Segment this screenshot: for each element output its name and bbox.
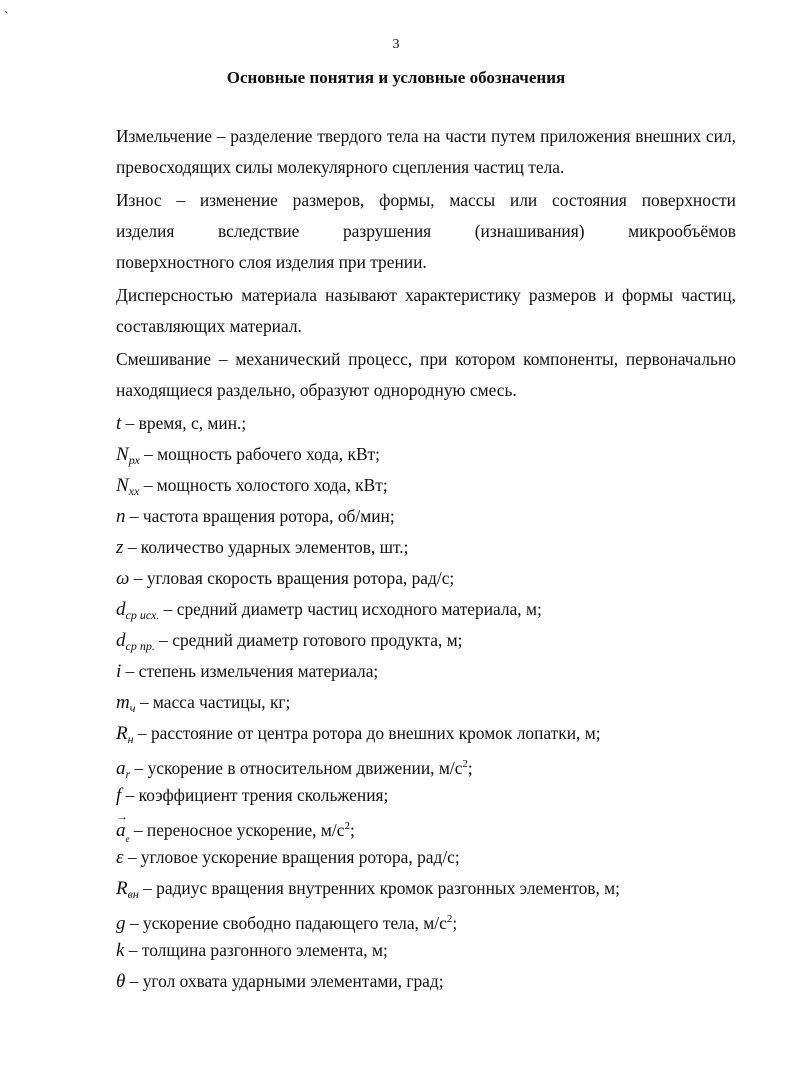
iznos-word: изделия (116, 221, 175, 241)
definition-subscript: xx (128, 484, 140, 498)
definition-item (116, 501, 736, 532)
definition-symbol: N (116, 475, 129, 496)
iznos-line-2 (116, 216, 736, 247)
definition-text: – расстояние от центра ротора до внешних кромок лопатки, м; (133, 723, 601, 743)
definition-text: – угол охвата ударными элементами, град; (125, 971, 444, 991)
definition-text: – средний диаметр готового продукта, м; (154, 630, 463, 650)
definition-item (116, 811, 736, 842)
definition-symbol: ω (116, 568, 130, 589)
definition-item (116, 687, 736, 718)
definition-item (116, 625, 736, 656)
definition-superscript: 2 (344, 820, 350, 832)
definition-symbol: m (116, 692, 130, 713)
page-number: 3 (392, 37, 400, 52)
definition-text: – средний диаметр частиц исходного материала, м; (159, 599, 542, 619)
paragraph-smeshivanie: Смешивание – механический процесс, при котором компоненты, первоначально находящиеся раздельно, образуют однородную смесь. (116, 349, 736, 400)
definition-text: – степень измельчения материала; (121, 661, 379, 681)
definition-item (116, 563, 736, 594)
definition-text: – переносное ускорение, м/с (129, 819, 345, 840)
definition-symbol: a (116, 757, 126, 779)
iznos-word: вследствие (218, 221, 300, 241)
definition-end: ; (349, 819, 355, 840)
paragraph-iznos (116, 185, 736, 278)
definition-symbol: R (116, 723, 128, 744)
definition-subscript: r (125, 766, 131, 781)
definition-subscript: н (127, 732, 134, 746)
definition-item (116, 408, 736, 439)
definition-item (116, 594, 736, 625)
document-body (116, 121, 736, 997)
definition-item (116, 842, 736, 873)
definition-item (116, 780, 736, 811)
definition-symbol: → a (116, 815, 126, 846)
iznos-word: микрообъёмов (628, 221, 736, 241)
definition-item (116, 532, 736, 563)
iznos-line-1-text: Износ – изменение размеров, формы, массы или состояния поверхности (116, 190, 736, 210)
definition-text: – количество ударных элементов, шт.; (123, 537, 409, 557)
definition-symbol: i (116, 661, 122, 682)
definition-symbol: θ (116, 971, 126, 992)
corner-mark: ` (4, 10, 9, 25)
definition-text: – угловая скорость вращения ротора, рад/с; (129, 568, 455, 588)
page-title: Основные понятия и условные обозначения (226, 68, 566, 87)
definition-text: – радиус вращения внутренних кромок разгонных элементов, м; (138, 878, 621, 898)
definition-symbol: d (116, 630, 126, 651)
definition-subscript: рх (128, 453, 140, 467)
definition-text: – толщина разгонного элемента, м; (124, 940, 388, 960)
definition-symbol: n (116, 506, 126, 527)
definition-item (116, 966, 736, 997)
definition-text: – мощность рабочего хода, кВт; (139, 444, 380, 464)
iznos-line-1 (116, 185, 736, 216)
definition-superscript: 2 (446, 913, 453, 925)
definition-symbol: g (116, 912, 126, 934)
definition-text: – масса частицы, кг; (135, 692, 291, 712)
definition-subscript: ч (129, 701, 136, 715)
definition-text: – угловое ускорение вращения ротора, рад/с; (123, 847, 460, 867)
definition-item (116, 718, 736, 749)
definition-item (116, 656, 736, 687)
definition-symbol: f (116, 785, 122, 806)
definition-item (116, 904, 736, 935)
definition-end: ; (467, 757, 473, 778)
definition-item (116, 935, 736, 966)
definition-text: – частота вращения ротора, об/мин; (125, 506, 395, 526)
definition-subscript: вн (127, 887, 139, 901)
definition-symbol: z (116, 537, 124, 558)
definition-symbol: k (116, 940, 125, 961)
definition-item (116, 873, 736, 904)
definition-item (116, 470, 736, 501)
definition-text: – мощность холостого хода, кВт; (139, 475, 388, 495)
definition-symbol: R (116, 878, 128, 899)
definition-text: – время, с, мин.; (121, 413, 247, 433)
definition-subscript: e (125, 833, 130, 844)
iznos-word: разрушения (342, 221, 432, 241)
iznos-word: (изнашивания) (474, 221, 585, 241)
definition-superscript: 2 (462, 758, 468, 770)
definition-item (116, 439, 736, 470)
definition-end: ; (452, 912, 458, 933)
definition-symbol: t (116, 413, 122, 434)
definition-text: – коэффициент трения скольжения; (121, 785, 389, 805)
definition-text: – ускорение в относительном движении, м/с (130, 757, 463, 778)
definitions-list (116, 408, 736, 997)
iznos-line-3: поверхностного слоя изделия при трении. (116, 252, 427, 272)
definition-text: – ускорение свободно падающего тела, м/с (125, 912, 447, 933)
definition-symbol: N (116, 444, 129, 465)
paragraph-izmelchenie: Измельчение – разделение твердого тела на части путем приложения внешних сил, превосходящих силы молекулярного сцепления частиц тела. (116, 126, 736, 177)
definition-symbol: d (116, 599, 126, 620)
definition-subscript: ср исх. (125, 608, 160, 622)
definition-symbol: ε (116, 847, 124, 868)
paragraph-dispersnost: Дисперсностью материала называют характеристику размеров и формы частиц, составляющих материал. (116, 285, 736, 336)
definition-item (116, 749, 736, 780)
definition-subscript: ср пр. (125, 639, 155, 653)
